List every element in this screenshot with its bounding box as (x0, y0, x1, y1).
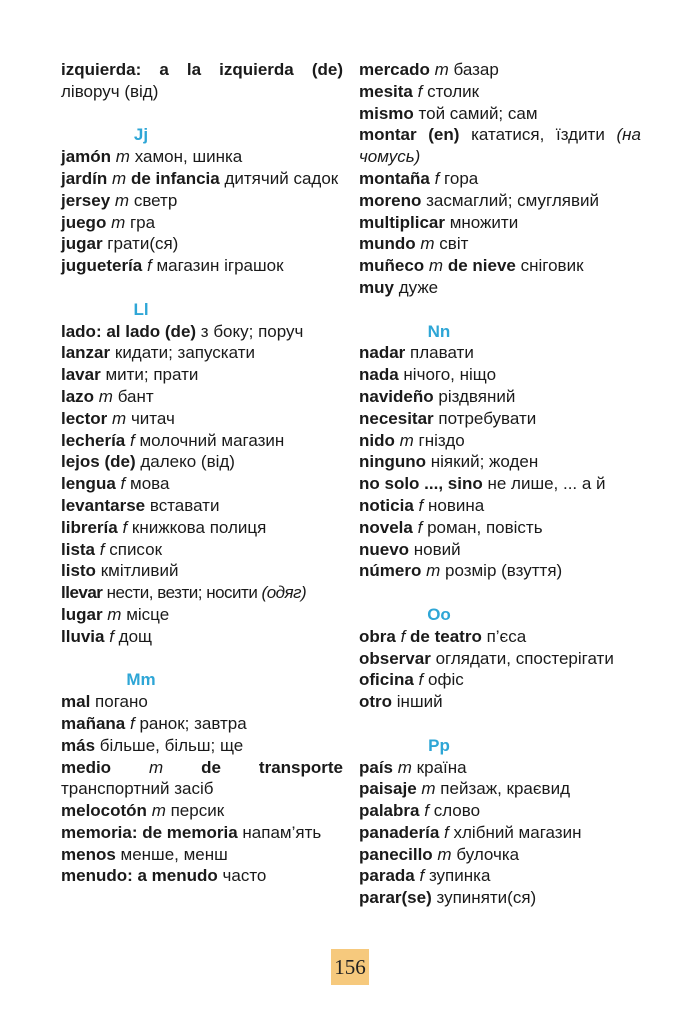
translation: кататися, їздити (471, 125, 605, 145)
headword: montaña (359, 168, 430, 188)
dictionary-entry (359, 691, 641, 713)
headword: nuevo (359, 539, 410, 559)
dictionary-entry (61, 473, 343, 495)
headword: más (61, 735, 96, 755)
headword-continuation: de nieve (447, 256, 516, 276)
page-number: 156 (331, 949, 369, 985)
dictionary-entry (359, 430, 641, 452)
gender-marker: m (112, 408, 127, 428)
headword: parada (359, 866, 415, 886)
translation: магазин іграшок (156, 256, 284, 276)
headword: jersey (61, 190, 111, 210)
translation: п’єса (486, 626, 527, 646)
translation: ранок; завтра (139, 713, 247, 733)
headword: panadería (359, 822, 440, 842)
headword: lugar (61, 604, 103, 624)
gender-marker: m (421, 779, 436, 799)
translation: дуже (398, 277, 439, 297)
dictionary-entry (61, 604, 343, 626)
dictionary-entry (61, 212, 343, 234)
dictionary-entry (61, 255, 343, 277)
usage-note: (на чомусь) (359, 125, 641, 167)
dictionary-entry (359, 255, 641, 277)
translation: столик (427, 81, 480, 101)
translation: персик (170, 801, 225, 821)
translation: слово (433, 801, 481, 821)
headword: lector (61, 408, 108, 428)
headword: no solo ..., sino (359, 474, 483, 494)
dictionary-entry (359, 451, 641, 473)
headword: navideño (359, 386, 434, 406)
gender-marker: f (418, 495, 424, 515)
dictionary-entry (359, 342, 641, 364)
translation: потребувати (438, 408, 537, 428)
gender-marker: m (149, 757, 164, 777)
gender-marker: f (417, 517, 423, 537)
dictionary-entry (359, 386, 641, 408)
translation: той самий; сам (418, 103, 538, 123)
headword: juego (61, 212, 107, 232)
gender-marker: m (111, 212, 126, 232)
headword-continuation: de infancia (130, 168, 220, 188)
translation: пейзаж, краєвид (440, 779, 570, 799)
translation: світ (439, 234, 469, 254)
translation: сніговик (520, 256, 584, 276)
headword: menudo: a menudo (61, 866, 218, 886)
headword-continuation: de teatro (410, 626, 482, 646)
headword: paisaje (359, 779, 417, 799)
dictionary-entry (359, 887, 641, 909)
right-column (359, 59, 641, 909)
headword: lista (61, 539, 96, 559)
headword: parar(se) (359, 888, 432, 908)
dictionary-entry (359, 81, 641, 103)
dictionary-entry (61, 844, 343, 866)
gender-marker: f (444, 822, 449, 842)
translation: більше, більш; ще (99, 735, 244, 755)
translation: офіс (428, 670, 464, 690)
headword: novela (359, 517, 413, 537)
headword: lengua (61, 474, 116, 494)
dictionary-entry (61, 408, 343, 430)
translation: зупинка (428, 866, 491, 886)
headword: nada (359, 365, 399, 385)
gender-marker: m (428, 256, 444, 276)
dictionary-entry (359, 669, 641, 691)
dictionary-entry (61, 582, 343, 604)
headword: juguetería (61, 256, 143, 276)
dictionary-entry (61, 865, 343, 887)
translation: хамон, шинка (134, 147, 243, 167)
gender-marker: m (114, 190, 130, 210)
headword: mismo (359, 103, 414, 123)
translation: дощ (118, 626, 153, 646)
headword: oficina (359, 670, 414, 690)
dictionary-entry (359, 233, 641, 255)
translation: нічого, ніщо (403, 365, 497, 385)
dictionary-entry (359, 560, 641, 582)
translation: погано (95, 692, 148, 712)
dictionary-entry (359, 517, 641, 539)
translation: далеко (від) (140, 452, 235, 472)
translation: мова (130, 474, 170, 494)
translation: місце (126, 604, 170, 624)
translation: гора (444, 168, 479, 188)
headword: mundo (359, 234, 416, 254)
dictionary-entry (359, 277, 641, 299)
section-letter: Ll (133, 299, 149, 319)
headword: jugar (61, 234, 103, 254)
translation: бант (117, 386, 154, 406)
usage-note: (одяг) (261, 583, 307, 603)
dictionary-entry (61, 495, 343, 517)
translation: новина (428, 495, 485, 515)
translation: новий (413, 539, 461, 559)
headword: lluvia (61, 626, 105, 646)
dictionary-entry (61, 342, 343, 364)
translation: ніякий; жоден (430, 452, 539, 472)
dictionary-entry (359, 495, 641, 517)
gender-marker: f (419, 866, 425, 886)
section-letter: Pp (428, 735, 450, 755)
translation: список (109, 539, 163, 559)
dictionary-entry (61, 539, 343, 561)
translation: книжкова полиця (131, 517, 267, 537)
gender-marker: m (115, 147, 130, 167)
dictionary-entry (61, 691, 343, 713)
gender-marker: m (426, 561, 441, 581)
translation: вставати (149, 495, 220, 515)
dictionary-entry (61, 364, 343, 386)
gender-marker: f (120, 474, 126, 494)
translation: дитячий садок (224, 168, 339, 188)
dictionary-entry (359, 190, 641, 212)
dictionary-entry (61, 146, 343, 168)
gender-marker: m (437, 844, 452, 864)
headword: nido (359, 430, 395, 450)
dictionary-entry (61, 451, 343, 473)
dictionary-entry (359, 865, 641, 887)
headword: izquierda: a la izquierda (de) (61, 60, 343, 79)
dictionary-entry (359, 212, 641, 234)
section-letter: Jj (133, 125, 149, 145)
headword: mañana (61, 713, 126, 733)
headword: lejos (de) (61, 452, 136, 472)
headword: muy (359, 277, 394, 297)
translation: ліворуч (від) (61, 81, 159, 101)
translation: светр (133, 190, 178, 210)
translation: напам’ять (242, 822, 322, 842)
headword: palabra (359, 801, 420, 821)
headword: lavar (61, 365, 101, 385)
headword: necesitar (359, 408, 434, 428)
dictionary-entry (359, 103, 641, 125)
left-column (61, 59, 343, 887)
headword: medio (61, 757, 112, 777)
gender-marker: f (417, 81, 423, 101)
headword: obra (359, 626, 396, 646)
translation: інший (396, 692, 443, 712)
dictionary-entry (61, 626, 343, 648)
gender-marker: m (151, 801, 166, 821)
dictionary-entry (61, 735, 343, 757)
translation: часто (222, 866, 267, 886)
translation: гра (129, 212, 156, 232)
gender-marker: f (109, 626, 114, 646)
headword: muñeco (359, 256, 425, 276)
dictionary-entry (61, 233, 343, 255)
gender-marker: f (122, 517, 128, 537)
dictionary-entry (61, 517, 343, 539)
dictionary-entry (61, 713, 343, 735)
translation: базар (453, 60, 499, 79)
section-letter: Oo (427, 604, 451, 624)
translation: кидати; запускати (114, 343, 255, 363)
gender-marker: m (98, 386, 113, 406)
dictionary-entry (61, 430, 343, 452)
headword-continuation: de transporte (201, 757, 343, 777)
dictionary-entry (359, 800, 641, 822)
dictionary-entry (359, 757, 641, 779)
headword: lanzar (61, 343, 111, 363)
translation: читач (130, 408, 175, 428)
gender-marker: f (424, 801, 429, 821)
dictionary-entry (359, 124, 641, 168)
gender-marker: m (397, 757, 412, 777)
dictionary-entry (359, 473, 641, 495)
gender-marker: f (99, 539, 105, 559)
gender-marker: m (112, 168, 127, 188)
translation: оглядати, спостерігати (435, 648, 614, 668)
gender-marker: f (418, 670, 424, 690)
headword: otro (359, 692, 393, 712)
translation: розмір (взуття) (444, 561, 563, 581)
headword: librería (61, 517, 118, 537)
translation: засмаглий; смуглявий (426, 190, 600, 210)
dictionary-entry (61, 757, 343, 801)
gender-marker: f (400, 626, 406, 646)
dictionary-entry (359, 844, 641, 866)
gender-marker: m (420, 234, 435, 254)
headword: memoria: de memoria (61, 822, 238, 842)
headword: noticia (359, 495, 414, 515)
translation: країна (416, 757, 467, 777)
dictionary-entry (359, 168, 641, 190)
headword: nadar (359, 343, 406, 363)
headword: observar (359, 648, 431, 668)
headword: mal (61, 692, 91, 712)
gender-marker: m (107, 604, 122, 624)
headword: mesita (359, 81, 413, 101)
dictionary-entry (359, 59, 641, 81)
gender-marker: f (129, 713, 135, 733)
headword: ninguno (359, 452, 427, 472)
translation: зупиняти(ся) (436, 888, 537, 908)
translation: нести, везти; носити (106, 583, 258, 603)
headword: panecillo (359, 844, 433, 864)
headword: listo (61, 561, 96, 581)
translation: булочка (456, 844, 520, 864)
headword: lazo (61, 386, 95, 406)
dictionary-entry (61, 800, 343, 822)
translation: роман, повість (427, 517, 543, 537)
gender-marker: f (130, 430, 135, 450)
gender-marker: f (434, 168, 440, 188)
headword: levantarse (61, 495, 146, 515)
headword: país (359, 757, 394, 777)
headword: número (359, 561, 422, 581)
dictionary-entry (359, 626, 641, 648)
headword: montar (en) (359, 125, 460, 145)
dictionary-entry (61, 822, 343, 844)
gender-marker: f (146, 256, 152, 276)
translation: грати(ся) (107, 234, 179, 254)
translation: плавати (410, 343, 474, 363)
dictionary-entry (61, 168, 343, 190)
translation: молочний магазин (139, 430, 285, 450)
dictionary-entry (359, 778, 641, 800)
translation: не лише, ... а й (487, 474, 606, 494)
headword: melocotón (61, 801, 147, 821)
dictionary-entry (61, 560, 343, 582)
translation: кмітливий (100, 561, 179, 581)
translation: хлібний магазин (453, 822, 582, 842)
translation: гніздо (418, 430, 465, 450)
headword: menos (61, 844, 116, 864)
dictionary-entry (359, 364, 641, 386)
headword: lechería (61, 430, 126, 450)
headword: jardín (61, 168, 108, 188)
translation: множити (449, 212, 519, 232)
headword: moreno (359, 190, 422, 210)
translation: з боку; поруч (200, 321, 304, 341)
translation: транспортний засіб (61, 779, 214, 799)
headword: llevar (61, 583, 103, 603)
headword: lado: al lado (de) (61, 321, 197, 341)
dictionary-entry (61, 386, 343, 408)
gender-marker: m (399, 430, 414, 450)
dictionary-entry (359, 648, 641, 670)
headword: mercado (359, 60, 430, 79)
dictionary-entry (359, 539, 641, 561)
dictionary-entry (61, 321, 343, 343)
section-letter: Mm (126, 670, 156, 690)
translation: менше, менш (120, 844, 228, 864)
dictionary-entry (61, 190, 343, 212)
section-letter: Nn (427, 321, 451, 341)
dictionary-entry (359, 408, 641, 430)
translation: мити; прати (105, 365, 199, 385)
gender-marker: m (434, 60, 449, 79)
dictionary-entry (61, 59, 343, 103)
headword: jamón (61, 147, 112, 167)
translation: різдвяний (438, 386, 516, 406)
headword: multiplicar (359, 212, 445, 232)
dictionary-entry (359, 822, 641, 844)
